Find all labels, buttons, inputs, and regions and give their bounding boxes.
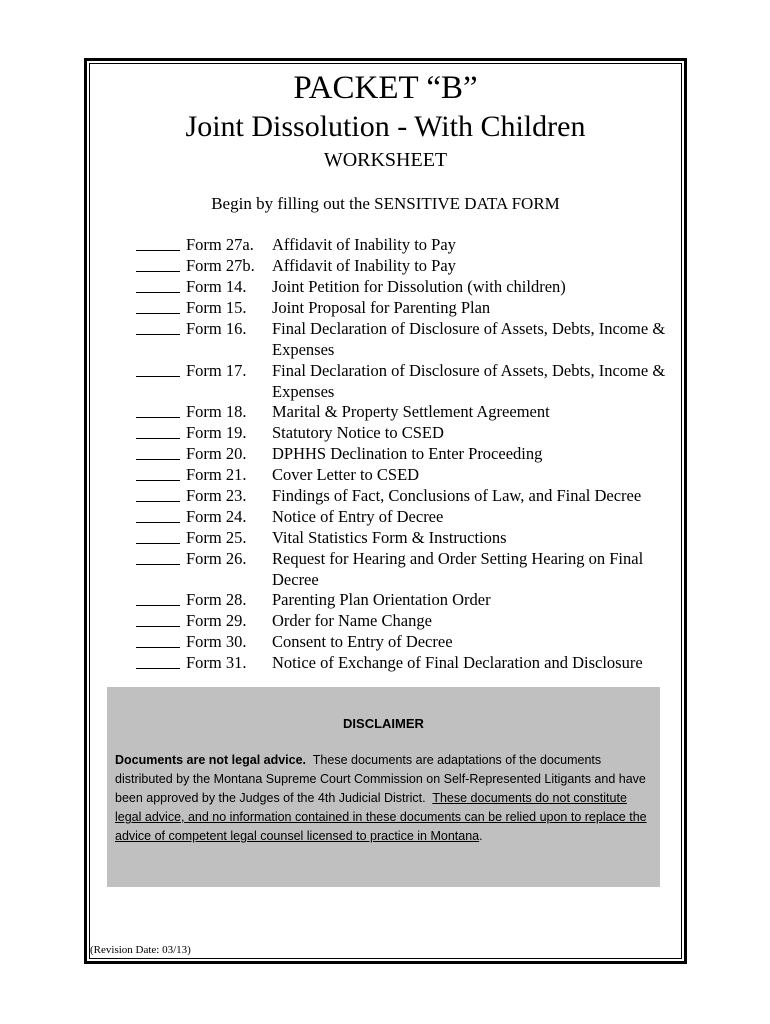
disclaimer-body <box>115 751 655 846</box>
form-number: Form 25. <box>186 528 247 547</box>
form-number: Form 15. <box>186 298 247 317</box>
form-description: Request for Hearing and Order Setting Hearing on Final Decree <box>272 549 644 589</box>
checkbox-blank-line[interactable] <box>136 313 180 314</box>
form-number: Form 28. <box>186 590 247 609</box>
form-row-14 <box>0 276 770 297</box>
form-row-31 <box>0 652 770 673</box>
form-number: Form 19. <box>186 423 247 442</box>
form-description: Notice of Exchange of Final Declaration and Disclosure <box>272 653 643 672</box>
form-number: Form 27a. <box>186 235 254 254</box>
form-row-27a <box>0 234 770 255</box>
checkbox-blank-line[interactable] <box>136 564 180 565</box>
form-row-27b <box>0 255 770 276</box>
form-row-25 <box>0 527 770 548</box>
checkbox-blank-line[interactable] <box>136 417 180 418</box>
form-row-24 <box>0 506 770 527</box>
checkbox-blank-line[interactable] <box>136 668 180 669</box>
checkbox-blank-line[interactable] <box>136 647 180 648</box>
form-description: Final Declaration of Disclosure of Assets, Debts, Income & Expenses <box>272 361 666 401</box>
checkbox-blank-line[interactable] <box>136 271 180 272</box>
form-row-29 <box>0 610 770 631</box>
form-description: Parenting Plan Orientation Order <box>272 590 491 609</box>
form-number: Form 27b. <box>186 256 255 275</box>
checkbox-blank-line[interactable] <box>136 543 180 544</box>
worksheet-heading: WORKSHEET <box>323 149 448 171</box>
form-number: Form 14. <box>186 277 247 296</box>
form-row-18 <box>0 401 770 422</box>
checkbox-blank-line[interactable] <box>136 626 180 627</box>
form-description: DPHHS Declination to Enter Proceeding <box>272 444 543 463</box>
form-number: Form 21. <box>186 465 247 484</box>
form-row-16 <box>0 318 770 359</box>
checkbox-blank-line[interactable] <box>136 501 180 502</box>
disclaimer-box <box>107 687 660 887</box>
form-number: Form 30. <box>186 632 247 651</box>
form-row-28 <box>0 589 770 610</box>
disclaimer-lead: Documents are not legal advice. <box>115 753 307 767</box>
form-number: Form 26. <box>186 549 247 568</box>
revision-date: (Revision Date: 03/13) <box>90 944 191 956</box>
form-row-19 <box>0 422 770 443</box>
form-row-17 <box>0 360 770 401</box>
form-number: Form 24. <box>186 507 247 526</box>
checkbox-blank-line[interactable] <box>136 480 180 481</box>
instruction-text: Begin by filling out the SENSITIVE DATA FORM <box>211 194 560 213</box>
form-description: Joint Proposal for Parenting Plan <box>272 298 491 317</box>
form-description: Joint Petition for Dissolution (with children) <box>272 277 566 296</box>
form-number: Form 29. <box>186 611 247 630</box>
form-description: Notice of Entry of Decree <box>272 507 444 526</box>
form-row-20 <box>0 443 770 464</box>
checkbox-blank-line[interactable] <box>136 459 180 460</box>
form-description: Affidavit of Inability to Pay <box>272 235 456 254</box>
form-description: Order for Name Change <box>272 611 432 630</box>
disclaimer-underlined-text: These documents do not constitute legal advice, and no information contained in these documents can be relied upon to replace the advice of competent legal counsel licensed to practice in Montana <box>115 791 647 843</box>
checkbox-blank-line[interactable] <box>136 376 180 377</box>
checkbox-blank-line[interactable] <box>136 522 180 523</box>
checkbox-blank-line[interactable] <box>136 438 180 439</box>
checkbox-blank-line[interactable] <box>136 250 180 251</box>
form-row-15 <box>0 297 770 318</box>
form-row-21 <box>0 464 770 485</box>
disclaimer-end: . <box>479 829 483 843</box>
form-number: Form 16. <box>186 319 247 338</box>
form-row-30 <box>0 631 770 652</box>
form-number: Form 31. <box>186 653 247 672</box>
packet-title: PACKET “B” <box>293 70 478 106</box>
form-description: Consent to Entry of Decree <box>272 632 453 651</box>
form-description: Statutory Notice to CSED <box>272 423 444 442</box>
form-row-23 <box>0 485 770 506</box>
disclaimer-text: These documents are adaptations of the documents distributed by the Montana Supreme Court Commission on Self-Represented Litigants and have been approved by the Judges of the 4th Judicial District. <box>115 753 646 805</box>
form-description: Final Declaration of Disclosure of Assets, Debts, Income & Expenses <box>272 319 666 359</box>
disclaimer-title: DISCLAIMER <box>343 716 424 731</box>
document-subtitle: Joint Dissolution - With Children <box>185 110 586 143</box>
form-description: Cover Letter to CSED <box>272 465 420 484</box>
checkbox-blank-line[interactable] <box>136 292 180 293</box>
form-description: Findings of Fact, Conclusions of Law, and Final Decree <box>272 486 642 505</box>
form-description: Affidavit of Inability to Pay <box>272 256 456 275</box>
form-number: Form 20. <box>186 444 247 463</box>
form-description: Marital & Property Settlement Agreement <box>272 402 550 421</box>
form-number: Form 18. <box>186 402 247 421</box>
form-number: Form 23. <box>186 486 247 505</box>
checkbox-blank-line[interactable] <box>136 334 180 335</box>
checkbox-blank-line[interactable] <box>136 605 180 606</box>
form-number: Form 17. <box>186 361 247 380</box>
form-description: Vital Statistics Form & Instructions <box>272 528 507 547</box>
form-row-26 <box>0 548 770 589</box>
